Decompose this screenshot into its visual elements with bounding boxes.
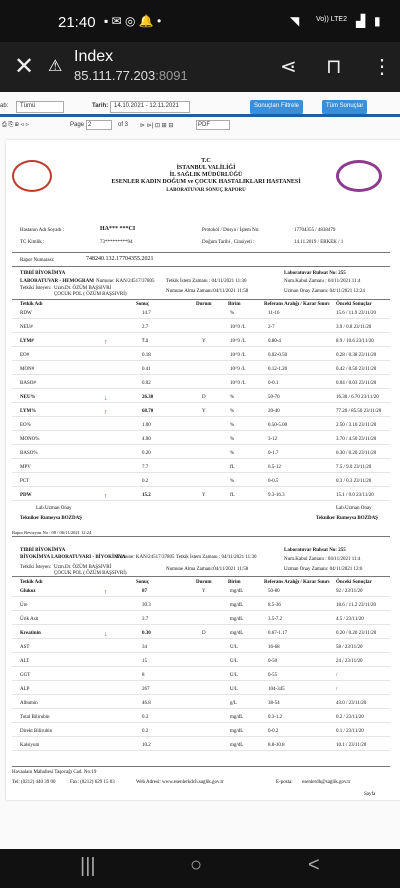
- s1-isteyen: Uzm.Dr. ÖZÜM BAŞSIVRİ: [54, 286, 112, 291]
- s2-onay: Uzman Onay Zamanı: 04/11/2021 12:0: [284, 567, 363, 572]
- row-prev: 0.3 / 0.3 23/11/20: [336, 479, 372, 484]
- row-name: ALT: [20, 659, 30, 664]
- status-bar: [0, 0, 400, 42]
- row-value: 7.7: [142, 465, 149, 470]
- row-ref: 0.02-0.50: [268, 353, 288, 358]
- row-status: Y: [202, 339, 206, 344]
- row-ref: 20-40: [268, 409, 280, 414]
- s2-birim: ÇOCUK POL ( ÖZÜM BAŞSIVRİ): [54, 571, 127, 576]
- s2-isteyen: Uzm.Dr. ÖZÜM BAŞSIVRİ: [54, 565, 112, 570]
- arrow-up-icon: ↑: [104, 408, 108, 416]
- row-divider: [12, 486, 390, 487]
- row-unit: %: [230, 451, 235, 456]
- row-divider: [12, 402, 390, 403]
- col-header-prev: Önceki Sonuçlar: [336, 580, 372, 585]
- col-header-ref: Referans Aralığı / Karar Sınırı: [264, 580, 330, 585]
- s2-isteyen-label: Tetkiki İsteyen:: [20, 565, 52, 570]
- row-unit: U/L: [230, 659, 239, 664]
- row-unit: %: [230, 423, 235, 428]
- row-divider: [12, 416, 390, 417]
- signal-icon: ▟: [356, 14, 366, 28]
- dogum-label: Doğum Tarihi , Cinsiyeti :: [202, 240, 255, 245]
- row-prev: 0.1 / 23/11/20: [336, 729, 364, 734]
- s1-onay: Uzman Onay Zamanı: 04/11/2021 12:24: [284, 289, 365, 294]
- row-value: 267: [142, 687, 150, 692]
- battery-icon: ▮: [374, 14, 381, 28]
- row-ref: 8.8-10.8: [268, 743, 285, 748]
- share-icon[interactable]: ⋖: [280, 56, 297, 78]
- row-unit: %: [230, 479, 235, 484]
- footer-page: Sayfa: [364, 792, 376, 797]
- row-name: NEU#: [20, 325, 33, 330]
- row-value: 0.30: [142, 631, 151, 636]
- row-value: 1.00: [142, 423, 151, 428]
- rule: [12, 252, 390, 253]
- row-prev: 43.0 / 23/11/20: [336, 701, 367, 706]
- row-name: Total Bilirubin: [20, 715, 50, 720]
- row-divider: [12, 708, 390, 709]
- close-icon[interactable]: ✕: [14, 53, 35, 80]
- row-name: GGT: [20, 673, 31, 678]
- warning-icon[interactable]: ⚠: [48, 58, 63, 75]
- row-divider: [12, 430, 390, 431]
- row-name: Albumin: [20, 701, 38, 706]
- s1-numune: Numune: KAN/24517/37805: [96, 279, 155, 284]
- arrow-up-icon: ↑: [104, 588, 108, 596]
- row-ref: 38-54: [268, 701, 280, 706]
- row-ref: 0.80-4: [268, 339, 281, 344]
- row-unit: mg/dL: [230, 729, 244, 734]
- row-ref: 2-7: [268, 325, 275, 330]
- rule: [12, 266, 390, 267]
- row-ref: 0.67-1.17: [268, 631, 288, 636]
- row-name: BASO%: [20, 451, 38, 456]
- row-prev: 4.5 / 23/11/20: [336, 617, 364, 622]
- col-header-unit: Birim: [228, 580, 241, 585]
- footer-email: esenlerdh@saglik.gov.tr: [302, 780, 351, 785]
- rule: [12, 299, 390, 300]
- row-ref: 0-50: [268, 659, 278, 664]
- row-unit: fL: [230, 493, 235, 498]
- row-prev: 10.1 / 23/11/20: [336, 743, 367, 748]
- row-value: 68.70: [142, 409, 154, 414]
- row-value: 8: [142, 673, 145, 678]
- toolbar-icons[interactable]: ⎙ ⎘ ⊞ ⊲ ⊳: [2, 122, 30, 128]
- row-value: 0.41: [142, 367, 151, 372]
- row-name: ALP: [20, 687, 30, 692]
- row-value: 0.18: [142, 353, 151, 358]
- bookmark-icon[interactable]: ⊓: [326, 56, 342, 78]
- row-name: Kalsiyum: [20, 743, 40, 748]
- patient-name: HA*** ***CI: [100, 226, 136, 232]
- row-prev: 77.20 / 85.50 23/11/20: [336, 409, 382, 414]
- row-divider: [12, 638, 390, 639]
- row-name: AST: [20, 645, 30, 650]
- row-value: 87: [142, 589, 147, 594]
- s1-kabul: Num.Kabul Zamanı : 04/11/2021 11:4: [284, 279, 361, 284]
- ab-label: ab:: [0, 103, 9, 109]
- tc-label: TC Kimlik :: [20, 240, 45, 245]
- ab-select[interactable]: Tümü: [16, 101, 64, 113]
- row-unit: U/L: [230, 673, 239, 678]
- row-value: 0.3: [142, 715, 149, 720]
- mudurluk-heading: İL SAĞLIK MÜDÜRLÜĞÜ: [169, 172, 243, 178]
- row-prev: 15.1 / 9.0 23/11/20: [336, 493, 374, 498]
- row-value: 7.1: [142, 339, 149, 344]
- row-value: 0.02: [142, 381, 151, 386]
- row-value: 10.2: [142, 743, 151, 748]
- row-name: RDW: [20, 311, 32, 316]
- tarih-label: Tarih:: [92, 103, 109, 109]
- row-prev: 2.50 / 3.10 23/11/20: [336, 423, 377, 428]
- row-prev: 16.30 / 6.70 23/11/20: [336, 395, 379, 400]
- dogum-value: 14.11.2019 / ERKEK / 1: [294, 240, 344, 245]
- row-value: 2.7: [142, 325, 149, 330]
- signal-label: Vo)) LTE2: [316, 16, 347, 23]
- row-value: 0.2: [142, 479, 149, 484]
- clock: 21:40: [58, 14, 96, 31]
- row-divider: [12, 318, 390, 319]
- row-unit: %: [230, 395, 235, 400]
- row-name: Üre: [20, 603, 28, 608]
- report-toolbar: [0, 120, 400, 132]
- rapor-value: 748240.132.17704355.2021: [86, 256, 154, 262]
- s1-uzman-onay: Lab.Uzman Onay: [36, 506, 72, 511]
- more-icon[interactable]: ⋮: [372, 56, 392, 78]
- row-unit: 10^9 /L: [230, 325, 246, 330]
- row-name: Direkt Bilirubin: [20, 729, 53, 734]
- row-unit: mg/dL: [230, 617, 244, 622]
- col-header-name: Tetkik Adı: [20, 302, 43, 307]
- row-divider: [12, 472, 390, 473]
- row-prev: 0.30 / 0.20 23/11/20: [336, 451, 377, 456]
- row-prev: 7.5 / 9.0 23/11/20: [336, 465, 372, 470]
- s1-group: TIBBİ BİYOKİMYA: [20, 271, 66, 276]
- row-divider: [12, 666, 390, 667]
- row-unit: mg/dL: [230, 589, 244, 594]
- s2-numune-alma: Numune Alma Zamanı:04/11/2021 11:58: [166, 567, 249, 572]
- row-ref: 8.5-36: [268, 603, 281, 608]
- rule: [12, 766, 390, 767]
- row-unit: 10^9 /L: [230, 339, 246, 344]
- s2-numune: Numune: KAN/24517/37805: [116, 555, 175, 560]
- row-divider: [12, 360, 390, 361]
- row-ref: 50-70: [268, 395, 280, 400]
- s2-lab: BİYOKİMYA LABORATUVARI - BİYOKİMYA: [20, 555, 126, 560]
- s1-numune-alma: Numune Alma Zamanı:04/11/2021 11:58: [166, 289, 249, 294]
- export-format-select[interactable]: PDF: [196, 120, 230, 130]
- row-ref: 16-68: [268, 645, 280, 650]
- row-prev: 92 / 23/11/20: [336, 589, 363, 594]
- row-value: 15: [142, 659, 147, 664]
- valilik-heading: İSTANBUL VALİLİĞİ: [176, 165, 236, 171]
- row-value: 3.7: [142, 617, 149, 622]
- arrow-down-icon: ↓: [104, 394, 108, 402]
- row-ref: 0-55: [268, 673, 278, 678]
- page-input[interactable]: 2: [86, 120, 112, 130]
- row-divider: [12, 332, 390, 333]
- s1-teknisyen-2: Tekniker Rumeysa BOZDAŞ: [316, 516, 378, 521]
- page-label: Page: [70, 122, 85, 128]
- row-ref: 3-12: [268, 437, 278, 442]
- tc-value: 73*********94: [100, 240, 133, 245]
- row-divider: [12, 346, 390, 347]
- rapor-label: Rapor Numarası:: [20, 258, 55, 263]
- row-ref: 104-345: [268, 687, 285, 692]
- revizyon: Rapor Revizyon No : 08 / 06/11/2021 12:24: [12, 530, 92, 535]
- s2-istem: Tetkik İstem Zamanı : 04/11/2021 11:30: [176, 555, 257, 560]
- row-ref: 6.5-12: [268, 465, 281, 470]
- row-unit: mg/dL: [230, 603, 244, 608]
- row-prev: 0.20 / 0.20 23/11/20: [336, 631, 377, 636]
- s1-uzman-onay-2: Lab.Uzman Onay: [336, 506, 372, 511]
- rule: [12, 576, 390, 577]
- s1-isteyen-label: Tetkiki İsteyen:: [20, 286, 52, 291]
- date-range-input[interactable]: 14.10.2021 - 12.11.2021: [110, 101, 190, 113]
- row-value: 46.8: [142, 701, 151, 706]
- arrow-up-icon: ↑: [104, 492, 108, 500]
- row-value: 15.2: [142, 493, 151, 498]
- page-title: Index: [74, 48, 114, 65]
- row-prev: 58 / 23/11/20: [336, 645, 363, 650]
- page-content: [0, 92, 400, 849]
- row-name: MPV: [20, 465, 31, 470]
- row-status: Y: [202, 589, 206, 594]
- s1-teknisyen: Tekniker Rumeysa BOZDAŞ: [20, 516, 82, 521]
- row-prev: 0.2 / 23/11/20: [336, 715, 364, 720]
- row-value: 14.7: [142, 311, 151, 316]
- notification-icons: ▪ ✉ ◎ 🔔 •: [104, 14, 162, 28]
- divider: [0, 114, 400, 117]
- row-divider: [12, 694, 390, 695]
- row-prev: /: [336, 673, 338, 678]
- row-prev: 0.04 / 0.03 23/11/20: [336, 381, 377, 386]
- row-value: 0.20: [142, 451, 151, 456]
- s1-istem: Tetkik İstem Zamanı : 04/11/2021 11:30: [166, 279, 247, 284]
- col-header-unit: Birim: [228, 302, 241, 307]
- protokol-value: 17704355 / 4838479: [294, 228, 336, 233]
- row-ref: 11-16: [268, 311, 280, 316]
- row-name: MON#: [20, 367, 35, 372]
- url-host: 85.111.77.203: [74, 68, 156, 83]
- row-ref: 0-0.5: [268, 479, 279, 484]
- row-prev: /: [336, 687, 338, 692]
- s2-group: TIBBİ BİYOKİMYA: [20, 548, 66, 553]
- row-name: NEU%: [20, 395, 36, 400]
- report-heading: LABORATUVAR SONUÇ RAPORU: [166, 188, 246, 193]
- row-name: BASO#: [20, 381, 36, 386]
- row-name: LYM%: [20, 409, 37, 414]
- page-of: of 3: [118, 122, 129, 128]
- browser-toolbar: [0, 42, 400, 92]
- row-divider: [12, 736, 390, 737]
- row-value: 26.30: [142, 395, 154, 400]
- row-prev: 24 / 23/11/20: [336, 659, 363, 664]
- s1-lab: LABORATUVAR - HEMOGRAM: [20, 279, 94, 284]
- row-divider: [12, 458, 390, 459]
- row-ref: 9.3-16.3: [268, 493, 285, 498]
- row-name: Ürik Asit: [20, 617, 39, 622]
- row-name: Kreatinin: [20, 631, 41, 636]
- protokol-label: Protokol / Dosya / İşlem No:: [202, 228, 260, 233]
- row-divider: [12, 722, 390, 723]
- row-divider: [12, 750, 390, 751]
- row-ref: 50-80: [268, 589, 280, 594]
- col-header-name: Tetkik Adı: [20, 580, 43, 585]
- footer-address: Havaalanı Mahallesi Taşocağı Cad. No:19: [12, 770, 97, 775]
- row-divider: [12, 374, 390, 375]
- row-status: D: [202, 631, 206, 636]
- row-divider: [12, 624, 390, 625]
- row-name: LYM#: [20, 339, 34, 344]
- row-ref: 0.3-1.2: [268, 715, 283, 720]
- row-unit: g/L: [230, 701, 237, 706]
- row-unit: %: [230, 437, 235, 442]
- filter-button[interactable]: Sonuçları Filtrele: [250, 100, 303, 114]
- col-header-status: Durum: [196, 302, 212, 307]
- s2-ruhsat: Laboratuvar Ruhsat No: 255: [284, 548, 346, 553]
- col-header-ref: Referans Aralığı / Karar Sınırı: [264, 302, 330, 307]
- row-name: EO%: [20, 423, 31, 428]
- row-unit: 10^9 /L: [230, 381, 246, 386]
- footer-web: Web Adresi: www.esenlerkdch.saglik.gov.tr: [136, 780, 224, 785]
- row-prev: 3.9 / 0.8 23/11/20: [336, 325, 372, 330]
- row-status: Y: [202, 409, 206, 414]
- row-name: EO#: [20, 353, 30, 358]
- arrow-up-icon: ↑: [104, 338, 108, 346]
- rule: [12, 536, 390, 537]
- row-name: PDW: [20, 493, 32, 498]
- wifi-icon: ◥: [290, 14, 300, 28]
- row-unit: 10^9 /L: [230, 353, 246, 358]
- url-text[interactable]: [74, 68, 188, 83]
- col-header-prev: Önceki Sonuçlar: [336, 302, 372, 307]
- system-nav-bar: [0, 849, 400, 888]
- row-ref: 0-0.1: [268, 381, 279, 386]
- recents-button[interactable]: |||: [80, 855, 96, 877]
- row-unit: fL: [230, 465, 235, 470]
- row-unit: U/L: [230, 687, 239, 692]
- row-prev: 0.42 / 0.56 23/11/20: [336, 367, 377, 372]
- footer-tel: Tel: (0212) 440 39 00: [12, 780, 56, 785]
- col-header-status: Durum: [196, 580, 212, 585]
- row-value: 30.3: [142, 603, 151, 608]
- report-document: [6, 140, 400, 800]
- row-unit: mg/dL: [230, 715, 244, 720]
- col-header-result: Sonuç: [136, 580, 150, 585]
- row-ref: 0-0.2: [268, 729, 279, 734]
- tc-heading: T.C: [201, 158, 211, 164]
- nav-icons[interactable]: ⊳ ⊳| ⊡ ⊞ ⊟: [140, 123, 174, 129]
- row-value: 4.00: [142, 437, 151, 442]
- row-name: MONO%: [20, 437, 40, 442]
- row-prev: 8.9 / 10.6 23/11/20: [336, 339, 374, 344]
- row-unit: %: [230, 311, 235, 316]
- row-ref: 0.12-1.20: [268, 367, 288, 372]
- footer-email-label: E-posta:: [276, 780, 293, 785]
- row-unit: mg/dL: [230, 743, 244, 748]
- row-status: Y: [202, 493, 206, 498]
- row-name: Glukoz: [20, 589, 36, 594]
- back-button[interactable]: <: [308, 854, 320, 876]
- row-ref: 3.5-7.2: [268, 617, 283, 622]
- row-divider: [12, 444, 390, 445]
- col-header-result: Sonuç: [136, 302, 150, 307]
- row-prev: 0.28 / 0.38 23/11/20: [336, 353, 377, 358]
- patient-name-label: Hastanın Adı Soyadı :: [20, 228, 65, 233]
- row-divider: [12, 652, 390, 653]
- row-ref: 0.50-5.00: [268, 423, 288, 428]
- hospital-heading: ESENLER KADIN DOĞUM ve ÇOCUK HASTALIKLARI HASTANESİ: [111, 179, 301, 185]
- row-unit: 10^9 /L: [230, 367, 246, 372]
- all-results-button[interactable]: Tüm Sonuçlar: [322, 100, 367, 114]
- s2-kabul: Num.Kabul Zamanı : 04/11/2021 11:4: [284, 557, 361, 562]
- row-value: 34: [142, 645, 147, 650]
- row-value: 0.2: [142, 729, 149, 734]
- row-status: D: [202, 395, 206, 400]
- arrow-down-icon: ↓: [104, 630, 108, 638]
- s1-ruhsat: Laboratuvar Ruhsat No: 255: [284, 271, 346, 276]
- url-port: :8091: [155, 68, 188, 83]
- row-unit: mg/dL: [230, 631, 244, 636]
- home-button[interactable]: ○: [190, 854, 203, 876]
- row-divider: [12, 680, 390, 681]
- row-prev: 15.6 / 11.9 23/11/20: [336, 311, 377, 316]
- row-divider: [12, 500, 390, 501]
- row-prev: 18.6 / 11.2 23/11/20: [336, 603, 377, 608]
- row-unit: %: [230, 409, 235, 414]
- row-divider: [12, 596, 390, 597]
- row-unit: U/L: [230, 645, 239, 650]
- row-divider: [12, 388, 390, 389]
- row-prev: 3.70 / 4.50 23/11/20: [336, 437, 377, 442]
- row-divider: [12, 610, 390, 611]
- footer-fax: Fax: (0212) 629 15 03: [70, 780, 115, 785]
- s1-birim: ÇOCUK POL ( ÖZÜM BAŞSIVRİ): [54, 292, 127, 297]
- row-ref: 0-1.7: [268, 451, 279, 456]
- row-name: PCT: [20, 479, 30, 484]
